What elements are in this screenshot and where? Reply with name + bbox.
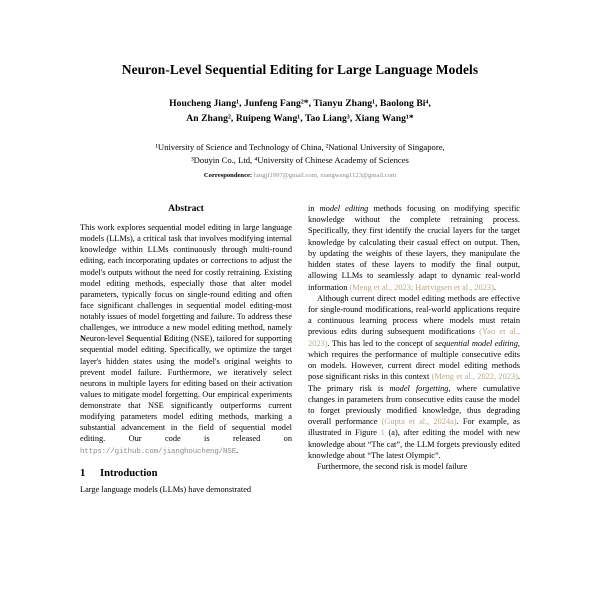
rp2-text-c: , which requires the performance of multiple consecutive edits on models. However, current direct model editing methods pose significant risks in this context	[308, 338, 520, 382]
rp1-italic-model-editing: model editing	[319, 204, 369, 213]
citation-gupta-2024a[interactable]: (Gupta et al., 2024a)	[381, 417, 457, 427]
rp2-text-e: , where cumulative changes in parameters from consecutive edits cause the model to forget previously modified knowledge, thus degrading overall performance	[308, 383, 520, 427]
introduction-first-paragraph: Large language models (LLMs) have demonstrated	[80, 485, 252, 495]
author-list	[0, 97, 600, 127]
section-heading-introduction	[80, 468, 292, 479]
section-number: 1	[80, 468, 86, 480]
right-column	[308, 203, 520, 600]
abstract-bold-e-rest: diting	[169, 334, 189, 344]
affiliation-list	[0, 141, 600, 166]
abstract-bold-e: E	[163, 334, 170, 344]
citation-meng-2022-2023[interactable]: (Meng et al., 2022, 2023)	[431, 372, 518, 382]
abstract-bold-n: N	[80, 334, 87, 344]
abstract-paragraph	[80, 222, 292, 457]
citation-meng-hartvigsen[interactable]: (Meng et al., 2023; Hartvigsen et al., 2023)	[349, 282, 494, 292]
two-column-body	[0, 203, 600, 600]
correspondence-label: Correspondence:	[203, 172, 253, 180]
affiliation-line-1: ¹University of Science and Technology of China, ²National University of Singapore,	[155, 141, 445, 152]
abstract-bold-s: S	[126, 334, 131, 344]
figure-reference-1[interactable]: 1	[380, 428, 385, 438]
section-title: Introduction	[100, 468, 158, 480]
rp1-text-c: .	[493, 282, 496, 292]
abstract-bold-n-rest: euron-level	[86, 334, 127, 344]
rp2-text-f: . For example, as illustrated in Figure	[308, 417, 520, 438]
rp2-text-b: . This has led to the concept of	[327, 338, 436, 348]
rp2-text-d: . The primary risk is	[308, 372, 520, 393]
affiliation-line-2: ³Douyin Co., Ltd, ⁴University of Chinese Academy of Sciences	[191, 154, 409, 165]
rp2-text-a: Although current direct model editing methods are effective for single-round modifications, real-world applications require a continuous learning process where models must retain previous edits during subsequent modifications	[308, 293, 520, 337]
right-paragraph-1	[308, 203, 520, 293]
abstract-text-part-1: This work explores sequential model editing in large language models (LLMs), a critical task that involves modifying internal knowledge within LLMs continuously through multi-round editing, each incorporating updates or corrections to adjust the model's outputs without the need for costly retraining. Existing model editing methods, especially those that alter model parameters, typically focus on single-round editing and often face significant challenges in sequential model editing-most notably issues of model forgetting and failure. To address these challenges, we introduce a new model editing method, namely	[80, 223, 292, 333]
left-column	[80, 203, 292, 600]
correspondence-emails[interactable]: fangjf1997@gmail.com, xiangwang1123@gmail.com	[253, 172, 397, 180]
title-block	[0, 0, 600, 181]
rp2-text-g: (a), after editing the model with new knowledge about “The cat”, the LLM forgets previously edited knowledge about “The latest Olympic”.	[308, 428, 520, 460]
correspondence	[0, 172, 600, 181]
abstract-bold-s-rest: equential	[130, 334, 164, 344]
right-paragraph-3: Furthermore, the second risk is model failure	[317, 462, 468, 472]
author-line-2: An Zhang², Ruipeng Wang¹, Tao Liang³, Xiang Wang¹*	[186, 112, 414, 124]
rp2-italic-sequential-model-editing: sequential model editing	[435, 338, 518, 348]
code-repository-link[interactable]: https://github.com/jianghoucheng/NSE	[80, 447, 237, 456]
rp2-italic-model-forgetting: model forgetting	[389, 383, 449, 393]
abstract-heading: Abstract	[168, 203, 204, 214]
abstract-text-end: .	[236, 445, 239, 455]
rp1-text-a: in	[308, 204, 320, 213]
page-title: Neuron-Level Sequential Editing for Large Language Models	[121, 62, 479, 77]
author-line-1: Houcheng Jiang¹, Junfeng Fang²*, Tianyu Zhang¹, Baolong Bi⁴,	[169, 98, 431, 110]
rp1-text-b: methods focusing on modifying specific knowledge without the complete retraining process. Specifically, they first identify the crucial layers for the target knowledge by calculating their casual effect on output. Then, by updating the weights of these layers, they manipulate the hidden states of these layers to modify the final output, allowing LLMs to seamlessly adapt to dynamic real-world information	[308, 204, 520, 292]
abstract-text-part-2: (NSE), tailored for supporting sequential model editing. Specifically, we optimize the target layer's hidden states using the model's original weights to prevent model failure. Furthermore, we iteratively select neurons in multiple layers for editing based on their activation values to mitigate model forgetting. Our empirical experiments demonstrate that NSE significantly outperforms current modifying parameters model editing methods, marking a substantial advancement in the field of sequential model editing. Our code is released on	[80, 334, 292, 444]
right-paragraph-2	[308, 293, 520, 461]
citation-yao-2023[interactable]: (Yao et al., 2023)	[308, 327, 520, 348]
